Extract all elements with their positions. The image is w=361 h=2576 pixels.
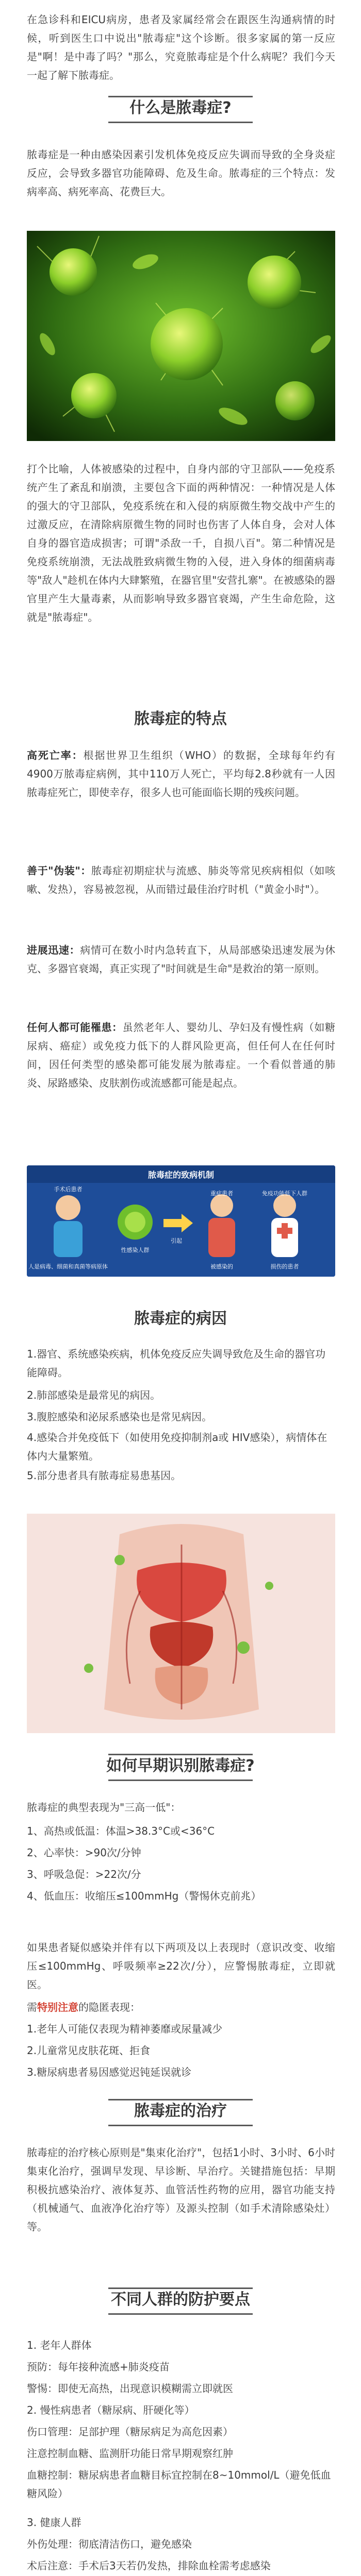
heading-rule-bottom	[108, 2313, 253, 2315]
prevent-item: 1. 老年人群体	[27, 2339, 92, 2351]
feature-label: 任何人都可能罹患：	[27, 1021, 123, 1033]
banner-label-3: 被感染的	[210, 1264, 233, 1270]
banner-label-2: 引起	[171, 1238, 182, 1244]
section-features-heading	[0, 703, 361, 742]
feature-rapid	[27, 941, 335, 978]
feature-text: 脓毒症初期症状与流感、肺炎等常见疾病相似（如咳嗽、发热），容易被忽视，从而错过最佳治疗时机（"黄金小时"）。	[27, 865, 335, 895]
prevent-item: 伤口管理：足部护理（糖尿病足为高危因素）	[27, 2426, 233, 2438]
banner-label-8: 手术后患者	[54, 1187, 83, 1193]
heading-rule-top	[108, 96, 253, 97]
feature-text: 虽然老年人、婴幼儿、孕妇及有慢性病（如糖尿病、癌症）或免疫力低下的人群风险更高，但任何人在任何时间，因任何类型的感染都可能发展为脓毒症。一个看似普通的肺炎、尿路感染、皮肤割伤或流感都可能是起点。	[27, 1021, 336, 1089]
section-prevent-title: 不同人群的防护要点	[111, 2291, 250, 2309]
banner-label-7: 免疫功能低下人群	[262, 1191, 307, 1197]
hidden-item: 2.儿童常见皮肤花斑、拒食	[27, 2044, 151, 2057]
section-what-title: 什么是脓毒症?	[129, 99, 232, 117]
mechanism-banner	[27, 1165, 335, 1277]
banner-title: 脓毒症的致病机制	[147, 1171, 215, 1180]
feature-disguise	[27, 861, 335, 899]
feature-label: 进展迅速：	[27, 944, 80, 956]
section-features-title: 脓毒症的特点	[134, 710, 227, 728]
bacteria-illustration	[27, 231, 335, 441]
feature-label: 善于"伪装"：	[27, 865, 91, 877]
identify-intro: 脓毒症的典型表现为"三高一低"：	[27, 1801, 181, 1814]
heading-rule-top	[108, 2287, 253, 2289]
section-identify-title: 如何早期识别脓毒症?	[106, 1757, 255, 1775]
banner-person-center	[208, 1194, 235, 1257]
section-what-heading	[0, 92, 361, 131]
sign-item: 4、低血压：收缩压≤100mmHg（警惕休克前兆）	[27, 1890, 261, 1902]
prevent-item: 警惕：即使无高热，出现意识模糊需立即就医	[27, 2382, 233, 2395]
body-organs-illustration	[27, 1514, 335, 1733]
what-paragraph-1: 脓毒症是一种由感染因素引发机体免疫反应失调而导致的全身炎症反应，会导致多器官功能障碍、危及生命。脓毒症的三个特点：发病率高、病死率高、花费巨大。	[27, 148, 335, 198]
organ-illustration	[27, 1514, 335, 1733]
heading-rule-bottom	[108, 2125, 253, 2126]
hidden-intro-emphasis: 特别注意	[37, 2001, 78, 2013]
identify-hidden-intro	[27, 1998, 335, 2016]
cause-item: 3.腹腔感染和泌尿系感染也是常见病因。	[27, 1411, 212, 1423]
section-causes-title: 脓毒症的病因	[134, 1310, 227, 1328]
feature-label: 高死亡率：	[27, 749, 84, 761]
treatment-paragraph: 脓毒症的治疗核心原则是"集束化治疗"，包括1小时、3小时、6小时集束化治疗，强调早发现、早诊断、早治疗。关键措施包括：早期积极抗感染治疗、液体复苏、血管活性药物的应用，器官功能支持（机械通气、血液净化治疗等）及源头控制（如手术清除感染灶）等。	[27, 2146, 335, 2233]
feature-high-mortality	[27, 746, 335, 802]
banner-pathogen	[118, 1205, 153, 1240]
feature-text: 病情可在数小时内急转直下，从局部感染迅速发展为休克、多器官衰竭，真正实现了"时间就是生命"是救治的第一原则。	[27, 944, 336, 975]
sign-item: 1、高热或低温：体温>38.3°C或<36°C	[27, 1825, 215, 1837]
heading-rule-top	[108, 2099, 253, 2100]
prevent-item: 预防：每年接种流感+肺炎疫苗	[27, 2361, 170, 2373]
section-treatment-heading	[0, 2095, 361, 2134]
banner-person-left	[54, 1195, 83, 1257]
cause-item: 5.部分患者具有脓毒症易患基因。	[27, 1469, 182, 1482]
prevent-item: 术后注意：手术后3天若仍发热，排除血栓需考虑感染	[27, 2560, 271, 2572]
sign-item: 2、心率快：>90次/分钟	[27, 1846, 141, 1859]
mechanism-illustration	[27, 1165, 335, 1277]
banner-person-right	[271, 1194, 298, 1257]
heading-rule-top	[108, 1754, 253, 1755]
hidden-item: 1.老年人可能仅表现为精神萎靡或尿量减少	[27, 2023, 223, 2035]
heading-rule-bottom	[108, 1780, 253, 1781]
hidden-intro-post: 的隐匿表现：	[78, 2001, 140, 2013]
what-paragraph-2: 打个比喻，人体被感染的过程中，自身内部的守卫部队——免疫系统产生了紊乱和崩溃，主要包含下面的两种情况：一种情况是人体的强大的守卫部队，免疫系统在和入侵的病原微生物交战中产生的过激反应，在清除病原微生物的同时也伤害了人体自身，会对人体自身的器官造成损害；可谓"杀敌一千，自损八百"。第二种情况是免疫系统崩溃，无法战胜致病微生物的入侵，进入身体的细菌病毒等"敌人"趁机在体内大肆繁殖，在器官里"安营扎寨"。在被感染的器官里产生大量毒素，从而影响导致多器官衰竭，产生生命危险，这就是"脓毒症"。	[27, 463, 335, 623]
cause-item: 2.肺部感染是最常见的病因。	[27, 1389, 161, 1401]
banner-label-4: 损伤的患者	[270, 1264, 299, 1270]
banner-label-1: 人是病毒、细菌和真菌等病原体	[28, 1264, 108, 1270]
cause-item: 4.感染合并免疫低下（如使用免疫抑制剂a或 HIV感染），病情体在体内大量繁殖。	[27, 1431, 327, 1462]
sign-item: 3、呼吸急促：>22次/分	[27, 1868, 141, 1880]
cause-item: 1.器官、系统感染疾病，机体免疫反应失调导致危及生命的器官功能障碍。	[27, 1348, 326, 1379]
section-identify-heading	[0, 1750, 361, 1789]
hidden-intro-pre: 需	[27, 2001, 37, 2013]
heading-rule-bottom	[108, 122, 253, 123]
prevent-item: 注意控制血糖、监测肝功能日常早期观察红肿	[27, 2447, 233, 2460]
prevent-item: 外伤处理：彻底清洁伤口，避免感染	[27, 2538, 192, 2550]
bacteria-image	[27, 231, 335, 441]
banner-label-6: 重症患者	[210, 1191, 233, 1197]
prevent-item: 2. 慢性病患者（糖尿病、肝硬化等）	[27, 2404, 195, 2416]
section-prevent-heading	[0, 2283, 361, 2323]
intro-paragraph: 在急诊科和EICU病房，患者及家属经常会在跟医生沟通病情的时候，听到医生口中说出"脓毒症"这个诊断。很多家属的第一反应是"啊！是中毒了吗？"那么，究竟脓毒症是个什么病呢？我们今天一起了解下脓毒症。	[27, 13, 335, 81]
identify-warning: 如果患者疑似感染并伴有以下两项及以上表现时（意识改变、收缩压≤100mmHg、呼吸频率≥22次/分），应警惕脓毒症，立即就医。	[27, 1941, 335, 1991]
hidden-item: 3.糖尿病患者易因感觉迟钝延误就诊	[27, 2066, 192, 2078]
prevent-item: 血糖控制：糖尿病患者血糖目标宜控制在8~10mmol/L（避免低血糖风险）	[27, 2469, 331, 2500]
section-causes-heading	[0, 1302, 361, 1342]
feature-text: 根据世界卫生组织（WHO）的数据，全球每年约有4900万脓毒症病例，其中110万人死亡，平均每2.8秒就有一人因脓毒症死亡，即使幸存，很多人也可能面临长期的残疾问题。	[27, 749, 336, 799]
feature-anyone	[27, 1018, 335, 1092]
prevent-item: 3. 健康人群	[27, 2516, 81, 2529]
section-treatment-title: 脓毒症的治疗	[134, 2102, 227, 2120]
banner-label-5: 性感染人群	[121, 1247, 150, 1253]
